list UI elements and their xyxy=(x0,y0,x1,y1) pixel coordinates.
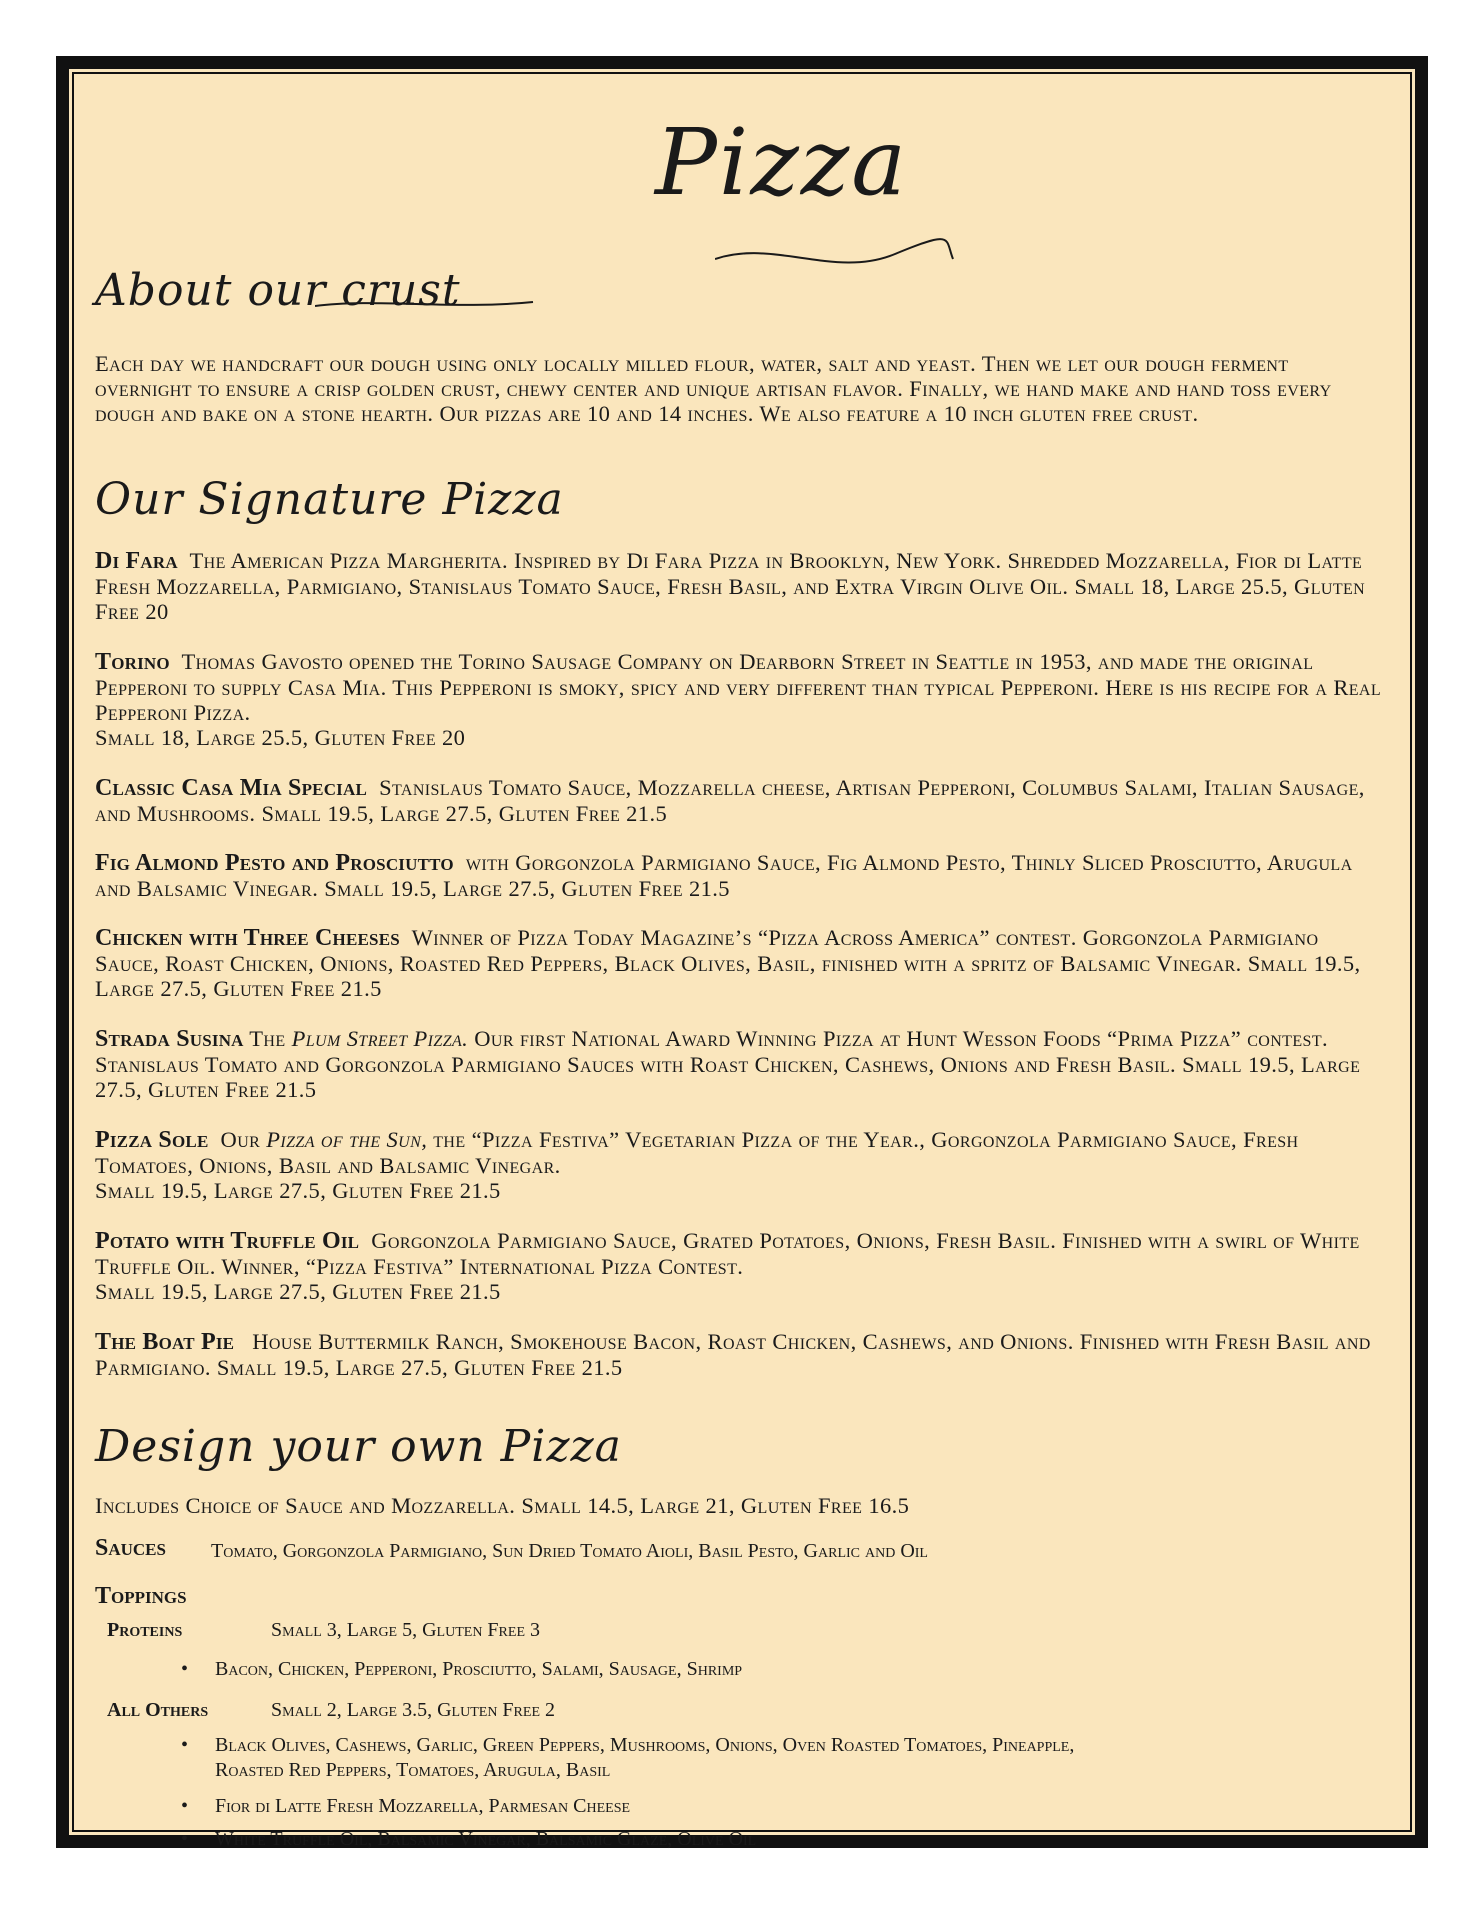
list-item: • Bacon, Chicken, Pepperoni, Prosciutto, Salami, Sausage, Shrimp xyxy=(181,1658,743,1680)
item-desc: The American Pizza Margherita. Inspired by Di Fara Pizza in Brooklyn, New York. Shredded Mozzarella, Fior di Latte Fresh Mozzarella, Parmigiano, Stanislaus Tomato Sauce, Fresh Basil, and Extra Virgin Olive Oil. Small 18, Large 25.5, Gluten Free 20 xyxy=(95,548,1366,624)
item-desc: Winner of Pizza Today Magazine’s “Pizza Across America” contest. Gorgonzola Parmigiano Sauce, Roast Chicken, Onions, Roasted Red Peppers, Black Olives, Basil, finished with a spritz of Balsamic Vinegar. Small 19.5, Large 27.5, Gluten Free 21.5 xyxy=(95,925,1361,1001)
bullet-icon: • xyxy=(181,1795,189,1817)
menu-border xyxy=(56,56,1428,1848)
item-desc: House Buttermilk Ranch, Smokehouse Bacon, Roast Chicken, Cashews, and Onions. Finished with Fresh Basil and Parmigiano. Small 19.5, Large 27.5, Gluten Free 21.5 xyxy=(95,1329,1371,1380)
item-name: Strada Susina xyxy=(95,1026,244,1052)
item-desc-em: Plum Street Pizza. xyxy=(291,1026,469,1051)
about-text: Each day we handcraft our dough using only locally milled flour, water, salt and yeast. Then we let our dough ferment overnight to ensure a crisp golden crust, chewy center and unique artisan flavor. Finally, we hand make and hand toss every dough and bake on a stone hearth. Our pizzas are 10 and 14 inches. We also feature a 10 inch gluten free crust. xyxy=(95,351,1332,426)
design-intro: Includes Choice of Sauce and Mozzarella. Small 14.5, Large 21, Gluten Free 16.5 xyxy=(95,1493,910,1518)
list-item: • Black Olives, Cashews, Garlic, Green Peppers, Mushrooms, Onions, Oven Roasted Tomatoes, Pineapple, Roasted Red Peppers, Tomatoes, Arugula, Basil xyxy=(181,1734,1075,1781)
menu-item-di-fara xyxy=(95,548,1385,624)
item-desc-pre: Our xyxy=(220,1127,267,1152)
item-name: Chicken with Three Cheeses xyxy=(95,925,400,951)
item-name: The Boat Pie xyxy=(95,1329,235,1355)
sauces-label: Sauces xyxy=(95,1535,166,1561)
item-desc-post: Our first National Award Winning Pizza at Hunt Wesson Foods “Prima Pizza” contest. Stanislaus Tomato and Gorgonzola Parmigiano Sauces with Roast Chicken, Cashews, Onions and Fresh Basil. Small 19.5, Large 27.5, Gluten Free 21.5 xyxy=(95,1026,1361,1102)
item-name: Potato with Truffle Oil xyxy=(95,1228,360,1254)
about-heading: About our crust xyxy=(95,265,461,316)
bullet-icon: • xyxy=(181,1658,189,1680)
item-price: Small 19.5, Large 27.5, Gluten Free 21.5 xyxy=(95,1178,501,1203)
item-desc-post: the “Pizza Festiva” Vegetarian Pizza of the Year., Gorgonzola Parmigiano Sauce, Fresh Tomatoes, Onions, Basil and Balsamic Vinegar. xyxy=(95,1127,1299,1178)
design-heading: Design your own Pizza xyxy=(95,1421,622,1472)
item-price: Small 19.5, Large 27.5, Gluten Free 21.5 xyxy=(95,1279,501,1304)
list-item: • Fior di Latte Fresh Mozzarella, Parmesan Cheese xyxy=(181,1795,631,1817)
menu-item-torino xyxy=(95,649,1385,750)
signature-heading: Our Signature Pizza xyxy=(95,474,564,525)
proteins-label: Proteins xyxy=(107,1619,183,1641)
menu-item-pizza-sole xyxy=(95,1127,1385,1203)
menu-item-strada-susina xyxy=(95,1026,1385,1102)
item-desc: Thomas Gavosto opened the Torino Sausage Company on Dearborn Street in Seattle in 1953, and made the original Pepperoni to supply Casa Mia. This Pepperoni is smoky, spicy and very different than typical Pepperoni. Here is his recipe for a Real Pepperoni Pizza. xyxy=(95,649,1382,725)
others-label: All Others xyxy=(107,1699,209,1721)
menu-page xyxy=(66,66,1418,1850)
item-name: Di Fara xyxy=(95,548,178,574)
item-name: Classic Casa Mia Special xyxy=(95,775,368,801)
about-flourish-icon xyxy=(315,294,535,314)
menu-item-boat-pie xyxy=(95,1329,1385,1380)
sauces-text: Tomato, Gorgonzola Parmigiano, Sun Dried Tomato Aioli, Basil Pesto, Garlic and Oil xyxy=(211,1540,928,1562)
toppings-label: Toppings xyxy=(95,1583,187,1609)
list-item: • White Truffle Oil, Balsamic Vinegar, Balsamic Glaze, Olive Oil xyxy=(181,1828,757,1850)
item-price: Small 18, Large 25.5, Gluten Free 20 xyxy=(95,725,466,750)
others-price: Small 2, Large 3.5, Gluten Free 2 xyxy=(271,1699,555,1721)
title-flourish-icon xyxy=(715,229,955,289)
menu-content xyxy=(95,69,1385,1850)
menu-item-potato-truffle xyxy=(95,1228,1385,1304)
item-desc: Gorgonzola Parmigiano Sauce, Grated Potatoes, Onions, Fresh Basil. Finished with a swirl of White Truffle Oil. Winner, “Pizza Festiva” International Pizza Contest. xyxy=(95,1228,1360,1279)
item-desc: Stanislaus Tomato Sauce, Mozzarella cheese, Artisan Pepperoni, Columbus Salami, Italian Sausage, and Mushrooms. Small 19.5, Large 27.5, Gluten Free 21.5 xyxy=(95,775,1365,826)
proteins-price: Small 3, Large 5, Gluten Free 3 xyxy=(271,1619,540,1641)
bullet-icon: • xyxy=(181,1734,189,1756)
menu-item-chicken-three-cheeses xyxy=(95,925,1385,1001)
item-name: Fig Almond Pesto and Prosciutto xyxy=(95,850,454,876)
item-desc-em: Pizza of the Sun, xyxy=(266,1127,428,1152)
item-desc-pre: The xyxy=(249,1026,292,1051)
menu-item-fig-almond xyxy=(95,850,1385,901)
page-title: Pizza xyxy=(655,109,909,216)
item-desc: with Gorgonzola Parmigiano Sauce, Fig Almond Pesto, Thinly Sliced Prosciutto, Arugula and Balsamic Vinegar. Small 19.5, Large 27.5, Gluten Free 21.5 xyxy=(95,850,1353,901)
menu-item-classic-casa-mia xyxy=(95,775,1385,826)
item-name: Torino xyxy=(95,649,170,675)
bullet-icon: • xyxy=(181,1828,189,1850)
item-name: Pizza Sole xyxy=(95,1127,209,1153)
